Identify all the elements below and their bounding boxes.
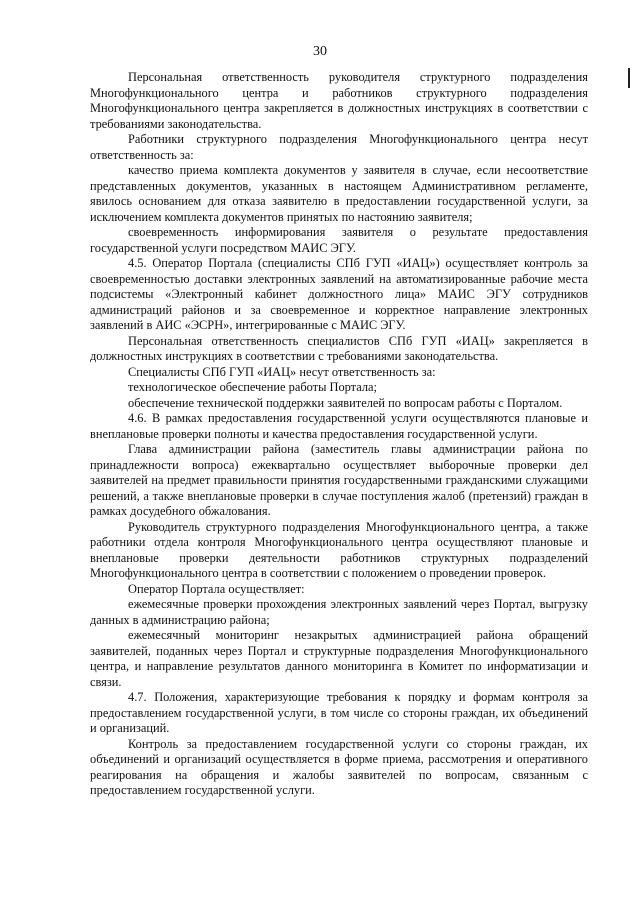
document-body: [90, 70, 588, 799]
paragraph-monthly-checks: ежемесячные проверки прохождения электронных заявлений через Портал, выгрузку данных в администрацию района;: [90, 597, 588, 627]
paragraph-portal-operator: Оператор Портала осуществляет:: [128, 581, 305, 596]
paragraph-section-4-6: 4.6. В рамках предоставления государственной услуги осуществляются плановые и внеплановые проверки полноты и качества предоставления государственной услуги.: [90, 411, 588, 441]
paragraph-mfc-head-checks: Руководитель структурного подразделения Многофункционального центра, а также работники отдела контроля Многофункционального центра осуществляют плановые и внеплановые проверки деятельности работников структурных подразделений Многофункционального центра в соответствии с положением о проведении проверок.: [90, 519, 588, 580]
paragraph-section-4-7: 4.7. Положения, характеризующие требования к порядку и формам контроля за предоставлением государственной услуги, в том числе со стороны граждан, их объединений и организаций.: [90, 690, 588, 735]
paragraph-quality-of-intake: качество приема комплекта документов у заявителя в случае, если несоответствие представленных документов, указанных в настоящем Административном регламенте, явилось основанием для отказа заявителю в предоставлении государственной услуги, за исключением комплекта документов принятых по настоянию заявителя;: [90, 163, 588, 224]
paragraph-iac-specialists-responsible: Специалисты СПб ГУП «ИАЦ» несут ответственность за:: [128, 364, 436, 379]
paragraph-section-4-5: 4.5. Оператор Портала (специалисты СПб ГУП «ИАЦ») осуществляет контроль за своевременностью доставки электронных заявлений на автоматизированные рабочие места подсистемы «Электронный кабинет должностного лица» МАИС ЭГУ сотрудников администраций районов и за своевременное и корректное направление электронных заявлений в АИС «ЭСРН», интегрированные с МАИС ЭГУ.: [90, 256, 588, 332]
paragraph-monthly-monitoring: ежемесячный мониторинг незакрытых администрацией района обращений заявителей, поданных через Портал и структурные подразделения Многофункционального центра, и направление результатов данного мониторинга в Комитет по информатизации и связи.: [90, 628, 588, 689]
page-number: 30: [313, 44, 327, 59]
paragraph-public-control: Контроль за предоставлением государственной услуги со стороны граждан, их объединений и организаций осуществляется в форме приема, рассмотрения и оперативного реагирования на обращения и жалобы заявителей по вопросам, связанным с предоставлением государственной услуги.: [90, 736, 588, 797]
paragraph-iac-personal-responsibility: Персональная ответственность специалистов СПб ГУП «ИАЦ» закрепляется в должностных инструкциях в соответствии с требованиями законодательства.: [90, 333, 588, 363]
paragraph-technological-support: технологическое обеспечение работы Портала;: [128, 380, 377, 394]
paragraph-district-head-checks: Глава администрации района (заместитель главы администрации района по принадлежности вопроса) ежеквартально осуществляет выборочные проверки дел заявителей на предмет правильности принятия государственными гражданскими служащими решений, а также внеплановые проверки в случае поступления жалоб (претензий) граждан в рамках досудебного обжалования.: [90, 442, 588, 518]
paragraph-personal-responsibility-mfc: Персональная ответственность руководителя структурного подразделения Многофункционального центра и работников структурного подразделения Многофункционального центра закрепляется в должностных инструкциях в соответствии с требованиями законодательства.: [90, 70, 588, 131]
paragraph-technical-support: обеспечение технической поддержки заявителей по вопросам работы с Порталом.: [128, 395, 563, 410]
scan-edge-mark: [628, 68, 630, 88]
paragraph-mfc-workers-responsible: Работники структурного подразделения Многофункционального центра несут ответственность за:: [90, 132, 588, 162]
paragraph-timely-informing: своевременность информирования заявителя о результате предоставления государственной услуги посредством МАИС ЭГУ.: [90, 225, 588, 255]
